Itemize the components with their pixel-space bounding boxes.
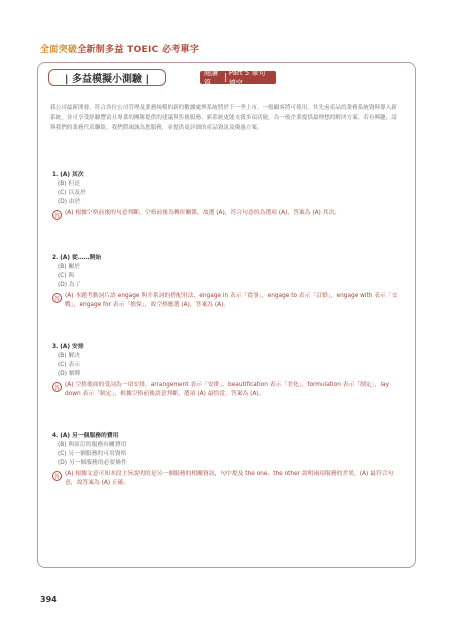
- tag-divider: [225, 73, 226, 82]
- answer-text: (A) 根據文意可知本段主旨說明的是另一個服務的相關資訊，句中提及 the one、the other 說明兩項服務的差異，(A) 最符合句意，故答案為 (A) 正確。: [65, 471, 394, 486]
- option: (B) 但是: [58, 181, 80, 187]
- question-stem: 3. (A) 安排: [52, 344, 84, 350]
- answer-explanation: [52, 470, 404, 488]
- tag-right-label: Part 5 單句填空: [228, 68, 266, 87]
- question-stem: 2. (A) 從……開始: [52, 255, 102, 261]
- answer-mark-icon: 答: [52, 210, 62, 220]
- running-header: [40, 42, 199, 55]
- header-book-title: 全新制多益 TOEIC 必考單字: [77, 45, 200, 55]
- option: (C) 與: [58, 273, 75, 279]
- answer-explanation: [52, 209, 404, 220]
- option: (D) 另一個服務的必要條件: [58, 460, 127, 466]
- answer-mark-icon: 答: [52, 471, 62, 481]
- answer-mark-icon: 答: [52, 293, 62, 303]
- answer-text: (A) 本題考動詞片語 engage 與介系詞的搭配用法，engage in 表示「從事」，engage to 表示「訂婚」，engage with 表示「交戰」，engage for 表示「擔保」，故空格應選 (A)，答案為 (A)。: [65, 293, 398, 308]
- page-number: 394: [40, 595, 57, 604]
- answer-text: (A) 根據空格前後的句意判斷，空格前後為轉折關係，故選 (A)，符合句意的為選項 (A)，答案為 (A) 其次。: [65, 210, 341, 216]
- section-title: | 多益模擬小測驗 |: [48, 69, 166, 86]
- tag-left-label: 閱讀篇: [204, 68, 218, 87]
- option: (C) 另一個服務的可用資格: [58, 451, 127, 457]
- answer-text: (A) 空格後面的受詞為一項安排，arrangement 表示「安排」，beautification 表示「美化」，formulation 表示「制定」，lay down 表示「制定」，根據空格前後語意判斷，選項 (A) 最恰當，答案為 (A)。: [65, 382, 390, 397]
- question-4: [52, 432, 404, 488]
- answer-mark-icon: 答: [52, 382, 62, 392]
- option: (B) 解決: [58, 353, 80, 359]
- option: (C) 以及於: [58, 190, 86, 196]
- question-stem: 1. (A) 其次: [52, 172, 84, 178]
- question-2: [52, 254, 404, 310]
- question-1: [52, 171, 404, 220]
- answer-explanation: [52, 381, 404, 399]
- question-stem: 4. (A) 另一個服務的費用: [52, 433, 119, 439]
- reading-passage: 我公司最新開發、符合各位公司管理及業務規模的新的數據處理系統將於下一季上市。一般顧客將可使用。其先前產品的業務系統資料導入新系統，並可享受經驗豐富且專業的團隊提供的建議與售後服務。新系統更能支援多項功能，為一般企業提供最理想的解決方案。若有興趣，請與我們的業務代表聯絡，我們將竭誠為您服務，並提供更詳細的產品資訊及優惠方案。: [50, 105, 397, 131]
- option: (D) 為了: [58, 282, 81, 288]
- section-tag: [200, 68, 276, 87]
- option: (C) 表示: [58, 362, 81, 368]
- option: (D) 解釋: [58, 371, 81, 377]
- question-3: [52, 343, 404, 399]
- quiz-panel: [37, 62, 416, 568]
- answer-explanation: [52, 292, 404, 310]
- header-brand: 全面突破: [40, 45, 78, 55]
- option: (D) 由於: [58, 199, 81, 205]
- option: (B) 關於: [58, 264, 80, 270]
- option: (B) 與原訂的服務有關費用: [58, 442, 127, 448]
